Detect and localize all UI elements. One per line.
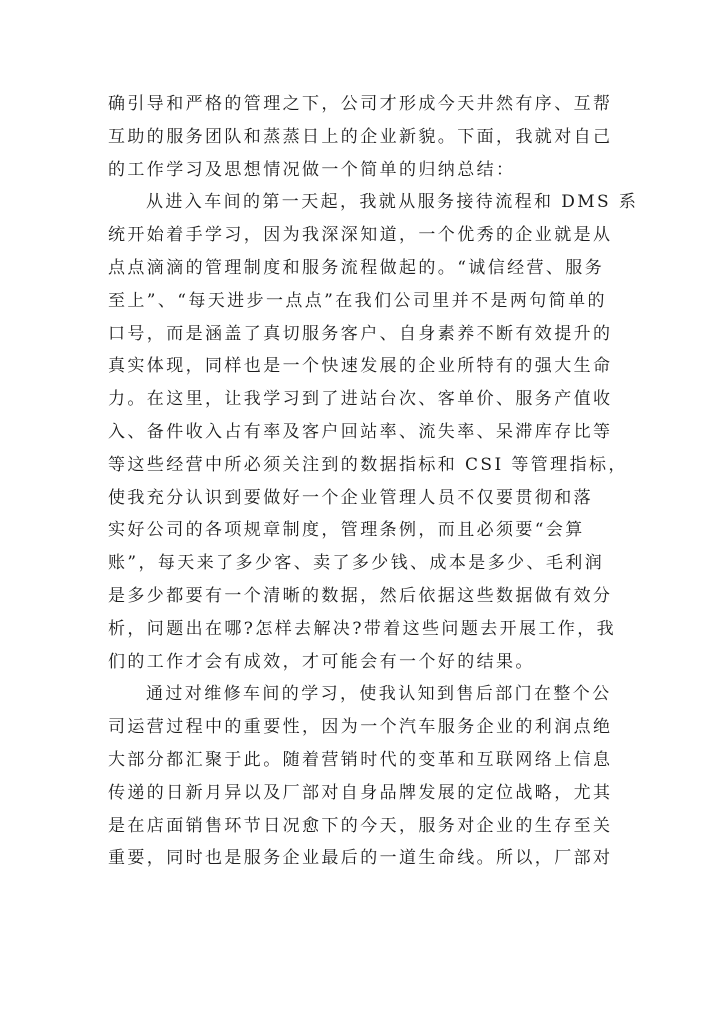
text-line: 口号，而是涵盖了真切服务客户、自身素养不断有效提升的	[108, 323, 613, 344]
text-line: 是在店面销售环节日况愈下的今天，服务对企业的生存至关	[108, 815, 613, 836]
text-line: 统开始着手学习，因为我深深知道，一个优秀的企业就是从	[108, 225, 613, 246]
text-line: 力。在这里，让我学习到了进站台次、客单价、服务产值收	[108, 389, 613, 410]
text-line: 重要，同时也是服务企业最后的一道生命线。所以，厂部对	[108, 848, 613, 869]
text-line: 确引导和严格的管理之下，公司才形成今天井然有序、互帮	[108, 94, 613, 114]
text-line: 等这些经营中所必须关注到的数据指标和 CSI 等管理指标，	[108, 454, 628, 475]
text-line: 是多少都要有一个清晰的数据，然后依据这些数据做有效分	[108, 585, 613, 606]
text-line: 传递的日新月异以及厂部对自身品牌发展的定位战略，尤其	[108, 782, 613, 803]
text-line: 实好公司的各项规章制度，管理条例，而且必须要“会算	[108, 520, 585, 541]
text-line: 至上”、“每天进步一点点”在我们公司里并不是两句简单的	[108, 290, 607, 311]
text-line: 账”，每天来了多少客、卖了多少钱、成本是多少、毛利润	[108, 553, 605, 574]
text-line: 通过对维修车间的学习，使我认知到售后部门在整个公	[146, 684, 612, 705]
text-line: 真实体现，同样也是一个快速发展的企业所特有的强大生命	[108, 356, 613, 377]
text-line: 们的工作才会有成效，才可能会有一个好的结果。	[108, 651, 535, 672]
paragraph-after-sales-importance	[108, 678, 620, 875]
text-line: 从进入车间的第一天起，我就从服务接待流程和 DMS 系	[146, 192, 639, 213]
paragraph-summary-intro	[108, 88, 620, 186]
text-line: 的工作学习及思想情况做一个简单的归纳总结：	[108, 159, 516, 180]
paragraph-workshop-learning	[108, 186, 639, 678]
text-line: 司运营过程中的重要性，因为一个汽车服务企业的利润点绝	[108, 717, 613, 738]
text-line: 互助的服务团队和蒸蒸日上的企业新貌。下面，我就对自己	[108, 126, 613, 147]
text-line: 析，问题出在哪?怎样去解决?带着这些问题去开展工作，我	[108, 618, 617, 639]
text-line: 大部分都汇聚于此。随着营销时代的变革和互联网络上信息	[108, 749, 613, 770]
text-line: 入、备件收入占有率及客户回站率、流失率、呆滞库存比等	[108, 421, 613, 442]
text-line: 点点滴滴的管理制度和服务流程做起的。“诚信经营、服务	[108, 257, 605, 278]
text-line: 使我充分认识到要做好一个企业管理人员不仅要贯彻和落	[108, 487, 593, 508]
document-body	[108, 88, 639, 875]
